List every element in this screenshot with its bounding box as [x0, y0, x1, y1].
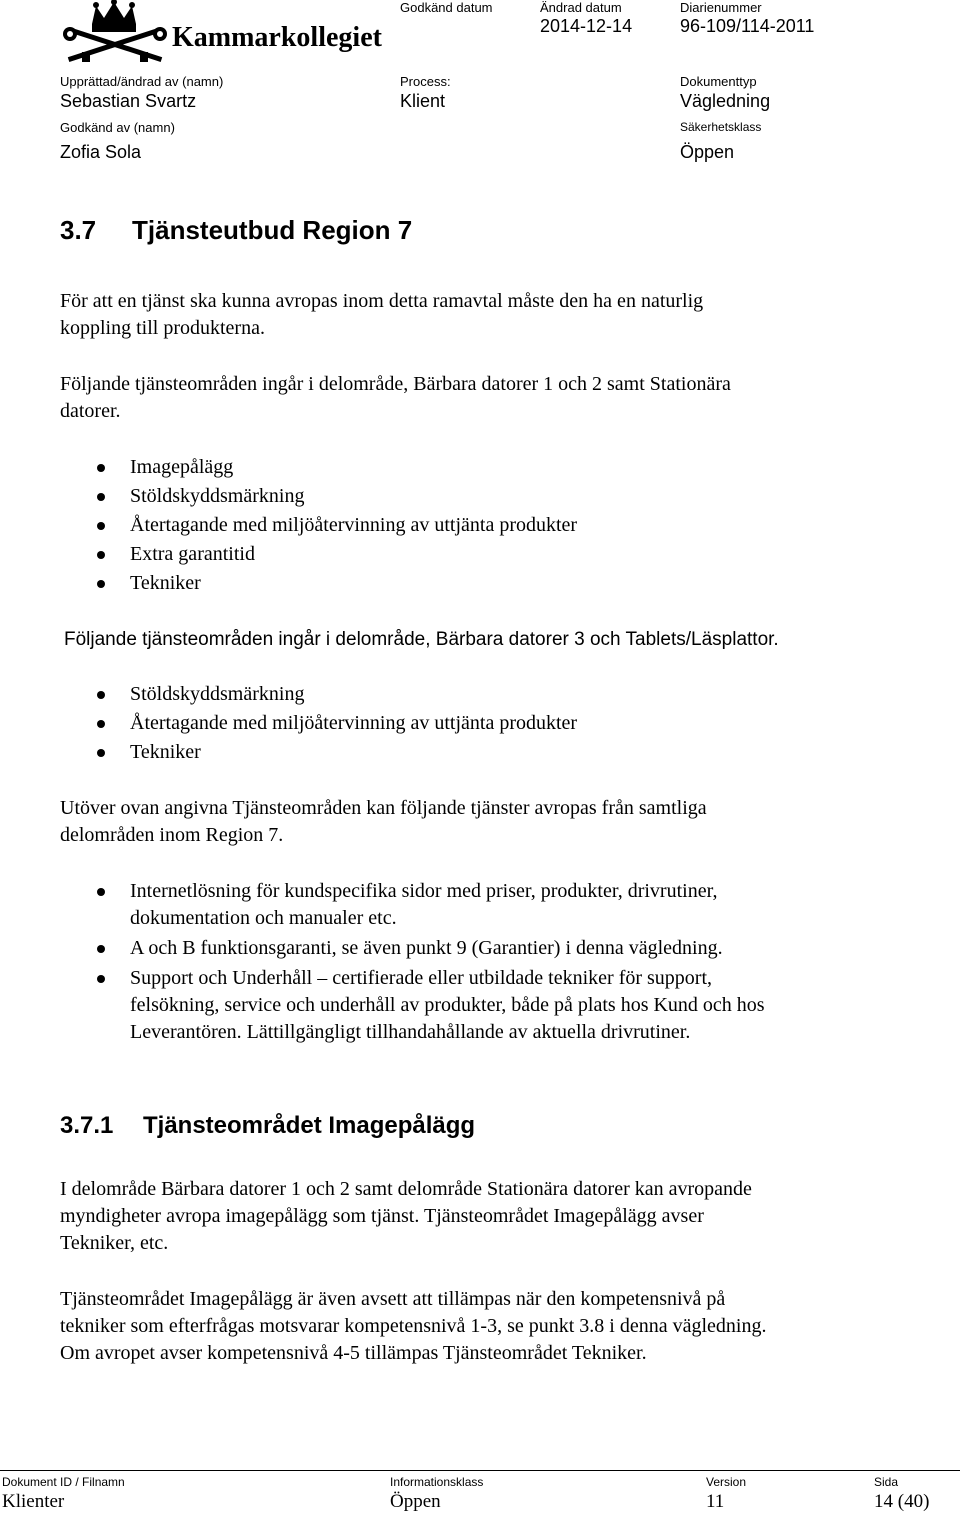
list-item [0, 738, 960, 767]
version-value: 11 [706, 1491, 725, 1512]
list-item [0, 709, 960, 738]
list-item [0, 482, 960, 511]
changed-date-value: 2014-12-14 [540, 16, 633, 36]
list-item [0, 511, 960, 540]
text-line: datorer. [60, 400, 121, 422]
approved-by-value: Zofia Sola [60, 142, 142, 162]
paragraph-imagepalagg-2 [60, 1286, 766, 1367]
logo [60, 0, 380, 66]
approved-date-label: Godkänd datum [400, 0, 493, 15]
list-item-text [130, 878, 717, 932]
bullet-icon [97, 580, 105, 588]
text-line: delområden inom Region 7. [60, 824, 284, 846]
bullet-icon [97, 749, 105, 757]
list-item-text [130, 935, 723, 962]
text-line: Leverantören. Lättillgängligt tillhandahållande av aktuella drivrutiner. [130, 1021, 691, 1043]
info-class-value: Öppen [390, 1491, 441, 1512]
list-item-text: Återtagande med miljöåtervinning av uttjänta produkter [130, 514, 578, 536]
page-label: Sida [874, 1475, 899, 1489]
process-value: Klient [400, 91, 446, 111]
diary-number-label: Diarienummer [680, 0, 762, 15]
text-line: tekniker som efterfrågas motsvarar kompetensnivå 1-3, se punkt 3.8 i denna vägledning. [60, 1315, 767, 1337]
section-title: Tjänsteutbud Region 7 [132, 215, 413, 245]
text-line: Tekniker, etc. [60, 1232, 169, 1254]
list-item-text: Imagepålägg [130, 456, 234, 478]
info-class-label: Informationsklass [390, 1475, 484, 1489]
subsection-title: Tjänsteområdet Imagepålägg [143, 1112, 476, 1139]
bullet-icon [97, 464, 105, 472]
service-list-2 [0, 680, 960, 767]
paragraph-delomrade-3: Följande tjänsteområden ingår i delområde, Bärbara datorer 3 och Tablets/Läsplattor. [64, 629, 779, 650]
doc-type-label: Dokumenttyp [680, 74, 757, 89]
doc-id-value: Klienter [2, 1491, 65, 1512]
bullet-icon [97, 888, 105, 896]
paragraph-additional-services [60, 795, 707, 849]
text-line: Om avropet avser kompetensnivå 4-5 tillämpas Tjänsteområdet Tekniker. [60, 1342, 647, 1364]
list-item [0, 569, 960, 598]
changed-date-label: Ändrad datum [540, 0, 622, 15]
list-item-text: Extra garantitid [130, 543, 255, 565]
created-by-label: Upprättad/ändrad av (namn) [60, 74, 224, 89]
list-item-text: Stöldskyddsmärkning [130, 485, 305, 507]
list-item-text [130, 965, 765, 1046]
text-line: koppling till produkterna. [60, 317, 265, 339]
section-number: 3.7 [60, 215, 97, 245]
diary-number-value: 96-109/114-2011 [680, 16, 815, 36]
text-line: Utöver ovan angivna Tjänsteområden kan följande tjänster avropas från samtliga [60, 797, 707, 819]
text-line: För att en tjänst ska kunna avropas inom detta ramavtal måste den ha en naturlig [60, 290, 704, 312]
doc-id-label: Dokument ID / Filnamn [2, 1475, 125, 1489]
bullet-icon [97, 493, 105, 501]
security-label: Säkerhetsklass [680, 120, 762, 134]
logo-text: Kammarkollegiet [172, 22, 382, 53]
list-item [0, 540, 960, 569]
bullet-icon [97, 522, 105, 530]
bullet-icon [97, 551, 105, 559]
text-line: A och B funktionsgaranti, se även punkt 9 (Garantier) i denna vägledning. [130, 937, 723, 959]
bullet-icon [97, 945, 105, 953]
bullet-icon [97, 720, 105, 728]
footer-divider [0, 1470, 960, 1471]
text-line: Tjänsteområdet Imagepålägg är även avsett att tillämpas när den kompetensnivå på [60, 1288, 726, 1310]
page-number: 14 (40) [874, 1491, 930, 1512]
bullet-icon [97, 691, 105, 699]
text-line: Support och Underhåll – certifierade eller utbildade tekniker för support, [130, 967, 713, 989]
list-item-text: Tekniker [130, 572, 201, 594]
list-item-text: Tekniker [130, 741, 201, 763]
approved-by-label: Godkänd av (namn) [60, 120, 175, 135]
list-item-text: Återtagande med miljöåtervinning av uttjänta produkter [130, 712, 578, 734]
text-line: felsökning, service och underhåll av produkter, både på plats hos Kund och hos [130, 994, 765, 1016]
crown-emblem-icon [60, 0, 170, 66]
text-line: myndigheter avropa imagepålägg som tjänst. Tjänsteområdet Imagepålägg avser [60, 1205, 704, 1227]
version-label: Version [706, 1475, 747, 1489]
text-line: I delområde Bärbara datorer 1 och 2 samt delområde Stationära datorer kan avropande [60, 1178, 752, 1200]
paragraph-imagepalagg-1 [60, 1176, 752, 1257]
paragraph-intro [60, 288, 703, 342]
service-list-1 [0, 453, 960, 598]
process-label: Process: [400, 74, 451, 89]
list-item [0, 453, 960, 482]
doc-type-value: Vägledning [680, 91, 771, 111]
text-line: dokumentation och manualer etc. [130, 907, 397, 929]
bullet-icon [97, 975, 105, 983]
text-line: Internetlösning för kundspecifika sidor med priser, produkter, drivrutiner, [130, 880, 718, 902]
list-item-text: Stöldskyddsmärkning [130, 683, 305, 705]
created-by-value: Sebastian Svartz [60, 91, 197, 111]
subsection-number: 3.7.1 [60, 1112, 114, 1139]
text-line: Följande tjänsteområden ingår i delområde, Bärbara datorer 1 och 2 samt Stationära [60, 373, 731, 395]
list-item [0, 680, 960, 709]
security-value: Öppen [680, 142, 735, 162]
paragraph-delomrade-1-2 [60, 371, 731, 425]
